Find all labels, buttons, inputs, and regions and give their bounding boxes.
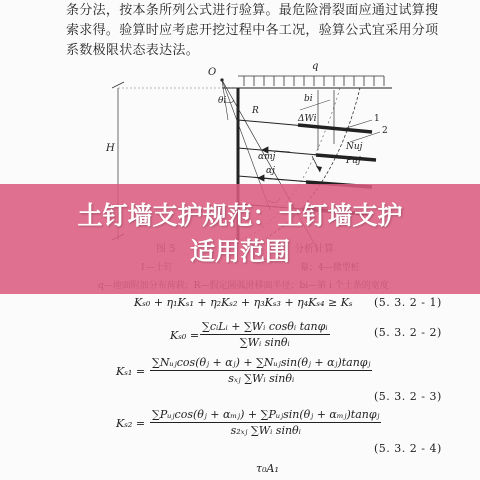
equation-2-fraction <box>200 320 330 349</box>
banner-title-line-2: 适用范围 <box>189 237 290 266</box>
label-P-uj: Puj <box>346 156 361 166</box>
equation-4-numerator: ∑Pᵤⱼcos(θⱼ + αₘⱼ) + ∑Pᵤⱼsin(θⱼ + αₘⱼ)tanφⱼ <box>152 408 380 421</box>
intro-line-1: 条分法，按本条所列公式进行验算。最危险滑裂面应通过试算搜 <box>66 3 439 18</box>
intro-line-3: 系数极限状态表达法。 <box>66 43 200 58</box>
label-O: O <box>208 67 217 78</box>
equation-2-lhs: Kₛ₀ = <box>170 329 200 342</box>
equation-3-number: (5. 3. 2 - 3) <box>374 390 442 403</box>
equation-4-lhs: Kₛ₂ = <box>116 417 146 430</box>
surcharge-load-arrows <box>238 76 384 86</box>
label-theta-i: θi <box>218 96 227 106</box>
equation-1-body: Kₛ₀ + η₁Kₛ₁ + η₂Kₛ₂ + η₃Kₛ₃ + η₄Kₛ₄ ≥ Kₛ <box>134 296 353 309</box>
equation-5-fragment: τ₀A₁ <box>256 462 279 475</box>
label-b-i: bi <box>304 94 313 104</box>
equation-2-denominator: ∑Wᵢ sinθᵢ <box>239 336 290 349</box>
equation-2-number: (5. 3. 2 - 2) <box>374 326 442 339</box>
label-R: R <box>252 106 259 116</box>
label-delta-W-i: ΔWi <box>298 114 317 124</box>
equation-3-lhs: Kₛ₁ = <box>116 365 146 378</box>
equation-4-denominator: s₂ₓⱼ ∑Wᵢ sinθᵢ <box>230 424 301 437</box>
equation-1-number: (5. 3. 2 - 1) <box>374 296 442 309</box>
equation-3-denominator: sₓⱼ ∑Wᵢ sinθᵢ <box>228 372 295 385</box>
label-N-uj: Nuj <box>346 142 363 152</box>
label-1: 1 <box>374 114 380 124</box>
banner-title-line-1: 土钉墙支护规范：土钉墙支护 <box>77 201 403 230</box>
equation-3-numerator: ∑Nᵤⱼcos(θⱼ + αⱼ) + ∑Nᵤⱼsin(θⱼ + αⱼ)tanφⱼ <box>152 356 371 369</box>
label-q: q <box>312 61 319 72</box>
title-banner <box>0 184 480 294</box>
equation-4-number: (5. 3. 2 - 4) <box>374 442 442 455</box>
label-2: 2 <box>382 126 388 136</box>
label-alpha-j: αj <box>266 166 275 176</box>
label-H: H <box>106 143 115 154</box>
equation-2-numerator: ∑cᵢLᵢ + ∑Wᵢ cosθᵢ tanφᵢ <box>202 320 328 333</box>
equation-4-fraction <box>150 408 381 437</box>
equation-3-fraction <box>150 356 372 385</box>
intro-line-2: 索求得。验算时应考虑开挖过程中各工况，验算公式宜采用分项 <box>66 23 439 38</box>
label-alpha-mj: αmj <box>258 152 276 162</box>
